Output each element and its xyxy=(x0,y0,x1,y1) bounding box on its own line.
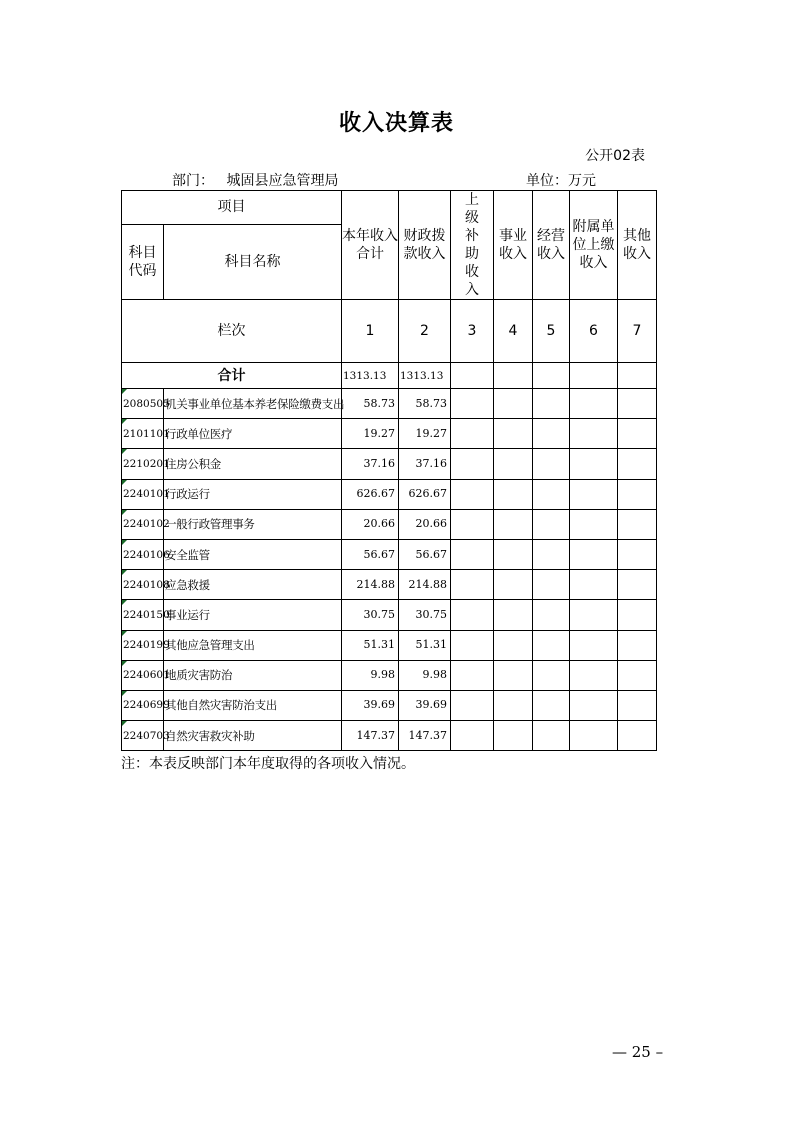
total-income-value: 626.67 xyxy=(342,479,399,509)
fiscal-appropriation-value: 9.98 xyxy=(399,660,451,690)
header-business-income: 事业收入 xyxy=(494,191,533,300)
empty-cell xyxy=(533,570,570,600)
empty-cell xyxy=(494,630,533,660)
header-subject-name: 科目名称 xyxy=(164,224,342,299)
fiscal-appropriation-value: 37.16 xyxy=(399,449,451,479)
empty-cell xyxy=(494,479,533,509)
empty-cell xyxy=(451,363,494,389)
empty-cell xyxy=(494,389,533,419)
empty-cell xyxy=(618,509,657,539)
empty-cell xyxy=(494,419,533,449)
subject-name: 自然灾害救灾补助 xyxy=(164,721,342,751)
empty-cell xyxy=(494,690,533,720)
empty-cell xyxy=(533,539,570,569)
empty-cell xyxy=(618,389,657,419)
empty-cell xyxy=(533,721,570,751)
fiscal-appropriation-value: 30.75 xyxy=(399,600,451,630)
empty-cell xyxy=(533,479,570,509)
subject-code: 2240199 xyxy=(122,630,164,660)
empty-cell xyxy=(533,419,570,449)
empty-cell xyxy=(618,363,657,389)
subject-code: 2240102 xyxy=(122,509,164,539)
total-income-value: 1313.13 xyxy=(342,363,399,389)
total-income-value: 37.16 xyxy=(342,449,399,479)
empty-cell xyxy=(451,449,494,479)
empty-cell xyxy=(533,690,570,720)
table-row xyxy=(122,539,657,569)
total-row-label: 合计 xyxy=(122,363,342,389)
empty-cell xyxy=(451,660,494,690)
subject-code: 2080505 xyxy=(122,389,164,419)
empty-cell xyxy=(618,570,657,600)
subject-code: 2240699 xyxy=(122,690,164,720)
table-row xyxy=(122,449,657,479)
empty-cell xyxy=(570,389,618,419)
empty-cell xyxy=(494,600,533,630)
total-income-value: 147.37 xyxy=(342,721,399,751)
empty-cell xyxy=(618,690,657,720)
subject-code: 2240101 xyxy=(122,479,164,509)
empty-cell xyxy=(570,600,618,630)
column-index-number: 6 xyxy=(570,300,618,363)
column-index-number: 5 xyxy=(533,300,570,363)
empty-cell xyxy=(494,509,533,539)
empty-cell xyxy=(451,509,494,539)
column-index-label: 栏次 xyxy=(122,300,342,363)
income-table xyxy=(121,190,657,751)
subject-name: 住房公积金 xyxy=(164,449,342,479)
column-index-number: 3 xyxy=(451,300,494,363)
subject-code: 2240108 xyxy=(122,570,164,600)
table-row xyxy=(122,479,657,509)
subject-code: 2210201 xyxy=(122,449,164,479)
subject-name: 其他应急管理支出 xyxy=(164,630,342,660)
subject-code: 2101101 xyxy=(122,419,164,449)
empty-cell xyxy=(570,419,618,449)
table-row xyxy=(122,389,657,419)
subject-name: 地质灾害防治 xyxy=(164,660,342,690)
fiscal-appropriation-value: 214.88 xyxy=(399,570,451,600)
table-row xyxy=(122,660,657,690)
subject-code: 2240601 xyxy=(122,660,164,690)
column-index-number: 4 xyxy=(494,300,533,363)
header-affiliated-income: 附属单位上缴收入 xyxy=(570,191,618,300)
table-note: 注：本表反映部门本年度取得的各项收入情况。 xyxy=(121,756,415,772)
empty-cell xyxy=(451,690,494,720)
empty-cell xyxy=(570,509,618,539)
total-income-value: 56.67 xyxy=(342,539,399,569)
empty-cell xyxy=(451,419,494,449)
empty-cell xyxy=(451,600,494,630)
table-row xyxy=(122,509,657,539)
subject-name: 安全监管 xyxy=(164,539,342,569)
total-income-value: 58.73 xyxy=(342,389,399,419)
total-fiscal-value: 1313.13 xyxy=(399,363,451,389)
header-item: 项目 xyxy=(122,191,342,225)
empty-cell xyxy=(533,389,570,419)
subject-name: 一般行政管理事务 xyxy=(164,509,342,539)
subject-name: 行政单位医疗 xyxy=(164,419,342,449)
empty-cell xyxy=(451,389,494,419)
empty-cell xyxy=(570,660,618,690)
empty-cell xyxy=(451,630,494,660)
header-subject-code: 科目代码 xyxy=(122,224,164,299)
table-row xyxy=(122,630,657,660)
fiscal-appropriation-value: 56.67 xyxy=(399,539,451,569)
table-row xyxy=(122,600,657,630)
column-index-number: 1 xyxy=(342,300,399,363)
header-fiscal-appropriation: 财政拨款收入 xyxy=(399,191,451,300)
total-income-value: 214.88 xyxy=(342,570,399,600)
column-index-number: 2 xyxy=(399,300,451,363)
empty-cell xyxy=(618,479,657,509)
total-income-value: 9.98 xyxy=(342,660,399,690)
subject-name: 事业运行 xyxy=(164,600,342,630)
empty-cell xyxy=(570,690,618,720)
empty-cell xyxy=(618,449,657,479)
header-operating-income: 经营收入 xyxy=(533,191,570,300)
empty-cell xyxy=(494,449,533,479)
empty-cell xyxy=(533,600,570,630)
column-index-number: 7 xyxy=(618,300,657,363)
empty-cell xyxy=(570,721,618,751)
table-row xyxy=(122,721,657,751)
subject-name: 其他自然灾害防治支出 xyxy=(164,690,342,720)
empty-cell xyxy=(618,660,657,690)
empty-cell xyxy=(570,479,618,509)
empty-cell xyxy=(451,721,494,751)
empty-cell xyxy=(533,449,570,479)
empty-cell xyxy=(494,363,533,389)
table-row xyxy=(122,690,657,720)
form-code: 公开02表 xyxy=(585,148,645,164)
empty-cell xyxy=(618,539,657,569)
empty-cell xyxy=(533,509,570,539)
fiscal-appropriation-value: 147.37 xyxy=(399,721,451,751)
empty-cell xyxy=(451,570,494,600)
fiscal-appropriation-value: 51.31 xyxy=(399,630,451,660)
empty-cell xyxy=(494,721,533,751)
page-number: — 25 – xyxy=(612,1043,664,1061)
fiscal-appropriation-value: 20.66 xyxy=(399,509,451,539)
empty-cell xyxy=(570,363,618,389)
subject-code: 2240703 xyxy=(122,721,164,751)
table-row xyxy=(122,419,657,449)
subject-name: 行政运行 xyxy=(164,479,342,509)
empty-cell xyxy=(533,630,570,660)
empty-cell xyxy=(570,449,618,479)
total-income-value: 39.69 xyxy=(342,690,399,720)
empty-cell xyxy=(570,570,618,600)
empty-cell xyxy=(570,630,618,660)
subject-code: 2240106 xyxy=(122,539,164,569)
empty-cell xyxy=(451,479,494,509)
empty-cell xyxy=(494,539,533,569)
empty-cell xyxy=(494,570,533,600)
department-line xyxy=(172,170,346,190)
fiscal-appropriation-value: 19.27 xyxy=(399,419,451,449)
empty-cell xyxy=(533,660,570,690)
empty-cell xyxy=(533,363,570,389)
empty-cell xyxy=(494,660,533,690)
unit-label: 单位：万元 xyxy=(526,173,596,189)
header-total-income: 本年收入合计 xyxy=(342,191,399,300)
subject-name: 应急救援 xyxy=(164,570,342,600)
table-row xyxy=(122,570,657,600)
subject-code: 2240150 xyxy=(122,600,164,630)
department-name: 城固县应急管理局 xyxy=(226,173,339,189)
total-income-value: 30.75 xyxy=(342,600,399,630)
header-other-income: 其他收入 xyxy=(618,191,657,300)
total-income-value: 20.66 xyxy=(342,509,399,539)
empty-cell xyxy=(570,539,618,569)
department-label: 部门： xyxy=(172,173,214,189)
empty-cell xyxy=(618,600,657,630)
empty-cell xyxy=(618,419,657,449)
empty-cell xyxy=(618,721,657,751)
fiscal-appropriation-value: 58.73 xyxy=(399,389,451,419)
empty-cell xyxy=(451,539,494,569)
header-superior-subsidy: 上级补助收入 xyxy=(451,191,494,300)
fiscal-appropriation-value: 39.69 xyxy=(399,690,451,720)
fiscal-appropriation-value: 626.67 xyxy=(399,479,451,509)
document-title: 收入决算表 xyxy=(338,111,454,136)
total-income-value: 51.31 xyxy=(342,630,399,660)
total-income-value: 19.27 xyxy=(342,419,399,449)
subject-name: 机关事业单位基本养老保险缴费支出 xyxy=(164,389,342,419)
empty-cell xyxy=(618,630,657,660)
